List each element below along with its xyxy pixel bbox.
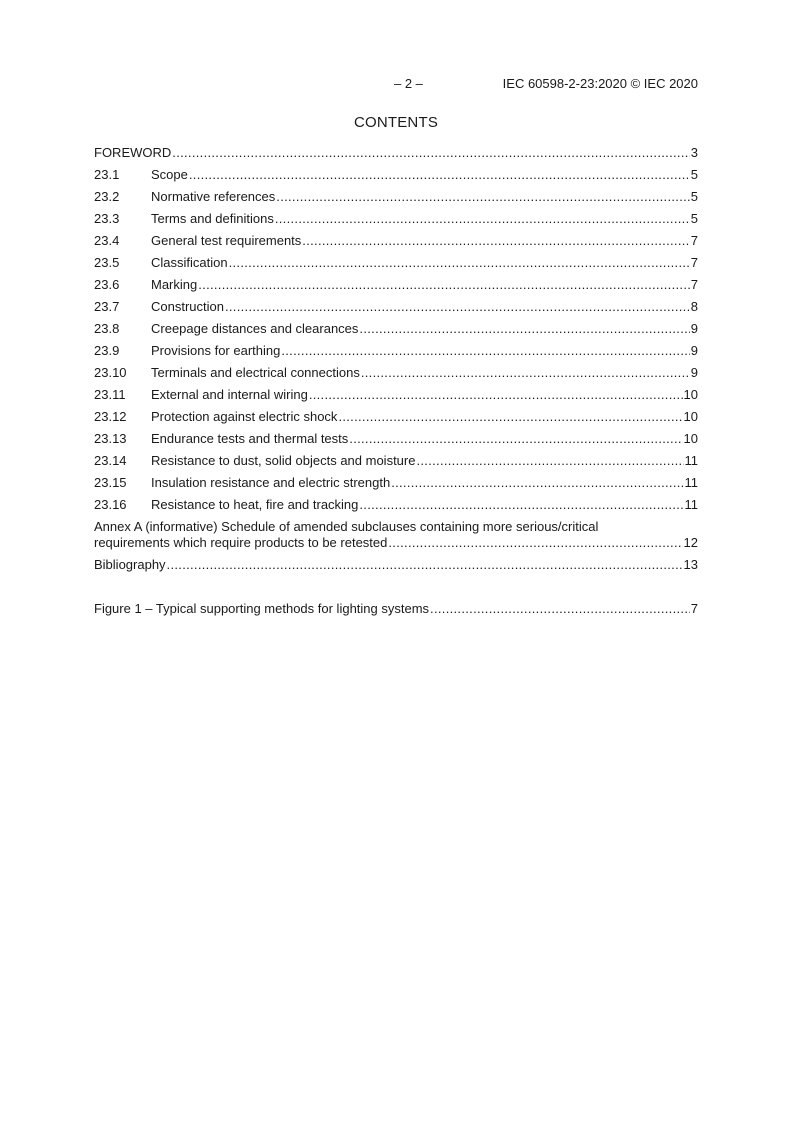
toc-entry-page: 11: [684, 497, 698, 512]
toc-entry-number: 23.15: [94, 475, 127, 490]
dot-leader: [391, 475, 683, 491]
dot-leader: [430, 601, 690, 617]
toc-entry-foreword[interactable]: [94, 145, 698, 167]
toc-entry-label: Terms and definitions: [151, 211, 274, 226]
toc-entry-label: Normative references: [151, 189, 276, 204]
toc-entry[interactable]: [94, 299, 698, 321]
dot-leader: [172, 145, 689, 161]
toc-entry-label: External and internal wiring: [151, 387, 308, 402]
toc-entry-label: Creepage distances and clearances: [151, 321, 359, 336]
toc-entry-page: 11: [684, 453, 698, 468]
toc-entry-number: 23.1: [94, 167, 120, 182]
toc-entry-number: 23.8: [94, 321, 120, 336]
toc-entry-page: 13: [683, 557, 698, 572]
toc-entry[interactable]: [94, 365, 698, 387]
toc-entry-number: 23.9: [94, 343, 120, 358]
dot-leader: [275, 211, 690, 227]
toc-entry[interactable]: [94, 167, 698, 189]
toc-entry-page: 3: [690, 145, 698, 160]
toc-entry-bibliography[interactable]: [94, 557, 698, 579]
toc-entry-number: 23.7: [94, 299, 120, 314]
dot-leader: [388, 535, 682, 551]
toc-entry-number: 23.12: [94, 409, 127, 424]
toc-entry-page: 9: [690, 365, 698, 380]
toc-entry-number: 23.14: [94, 453, 127, 468]
table-of-contents: [94, 145, 698, 623]
toc-entry-label: Marking: [151, 277, 198, 292]
toc-entry-label: FOREWORD: [94, 145, 172, 160]
toc-entry-page: 9: [690, 343, 698, 358]
toc-entry-label: Figure 1 – Typical supporting methods for lighting systems: [94, 601, 430, 616]
toc-entry-page: 9: [690, 321, 698, 336]
toc-entry-page: 5: [690, 167, 698, 182]
toc-entry-page: 7: [690, 277, 698, 292]
toc-entry-label: General test requirements: [151, 233, 302, 248]
toc-entry-number: 23.3: [94, 211, 120, 226]
dot-leader: [416, 453, 683, 469]
toc-entry-label: Bibliography: [94, 557, 166, 572]
toc-entry-page: 10: [683, 409, 698, 424]
toc-entry-page: 7: [690, 233, 698, 248]
dot-leader: [281, 343, 689, 359]
toc-entry-page: 8: [690, 299, 698, 314]
document-id: IEC 60598-2-23:2020 © IEC 2020: [502, 76, 698, 91]
toc-entry-label: Construction: [151, 299, 224, 314]
dot-leader: [167, 557, 683, 573]
dot-leader: [361, 365, 690, 381]
toc-entry-page: 10: [683, 387, 698, 402]
toc-entry-number: 23.6: [94, 277, 120, 292]
toc-entry-number: 23.11: [94, 387, 126, 402]
toc-entry-label: Endurance tests and thermal tests: [151, 431, 349, 446]
toc-entry-number: 23.16: [94, 497, 127, 512]
toc-entry-label: Resistance to heat, fire and tracking: [151, 497, 359, 512]
toc-entry[interactable]: [94, 233, 698, 255]
annex-title-line2: requirements which require products to be retested: [94, 535, 388, 550]
toc-entry-page: 12: [683, 535, 698, 550]
dot-leader: [359, 497, 683, 513]
toc-entry[interactable]: [94, 453, 698, 475]
toc-entry[interactable]: [94, 321, 698, 343]
dot-leader: [349, 431, 682, 447]
toc-entry-label: Classification: [151, 255, 228, 270]
dot-leader: [309, 387, 683, 403]
toc-entry-number: 23.10: [94, 365, 127, 380]
section-spacer: [94, 579, 698, 601]
dot-leader: [198, 277, 690, 293]
toc-entry[interactable]: [94, 343, 698, 365]
toc-entry-number: 23.5: [94, 255, 120, 270]
page-number: – 2 –: [394, 76, 423, 91]
toc-entry-label: Resistance to dust, solid objects and moisture: [151, 453, 416, 468]
toc-entry-label: Protection against electric shock: [151, 409, 338, 424]
toc-entry-page: 7: [690, 601, 698, 616]
dot-leader: [359, 321, 689, 337]
toc-entry-number: 23.4: [94, 233, 120, 248]
dot-leader: [189, 167, 690, 183]
toc-entry-page: 10: [683, 431, 698, 446]
dot-leader: [302, 233, 689, 249]
toc-entry-annex-a[interactable]: [94, 519, 698, 557]
toc-entry[interactable]: [94, 409, 698, 431]
dot-leader: [229, 255, 690, 271]
toc-entry-label: Terminals and electrical connections: [151, 365, 360, 380]
toc-entry[interactable]: [94, 387, 698, 409]
toc-entry[interactable]: [94, 277, 698, 299]
toc-entry[interactable]: [94, 475, 698, 497]
toc-entry-page: 5: [690, 211, 698, 226]
dot-leader: [338, 409, 682, 425]
toc-entry[interactable]: [94, 211, 698, 233]
toc-entry[interactable]: [94, 497, 698, 519]
toc-entry-label: Scope: [151, 167, 188, 182]
dot-leader: [225, 299, 690, 315]
toc-entry-label: Provisions for earthing: [151, 343, 281, 358]
annex-title-line2-row: [94, 535, 698, 557]
toc-entry[interactable]: [94, 255, 698, 277]
toc-entry[interactable]: [94, 189, 698, 211]
dot-leader: [276, 189, 689, 205]
toc-entry-number: 23.13: [94, 431, 127, 446]
toc-entry-page: 11: [684, 475, 698, 490]
page-header: [94, 76, 698, 92]
toc-entry-page: 5: [690, 189, 698, 204]
toc-entry[interactable]: [94, 431, 698, 453]
toc-entry-page: 7: [690, 255, 698, 270]
toc-entry-number: 23.2: [94, 189, 120, 204]
toc-entry-label: Insulation resistance and electric strength: [151, 475, 391, 490]
annex-title-line1: Annex A (informative) Schedule of amended subclauses containing more serious/critical: [94, 519, 599, 534]
toc-entry-figure-1[interactable]: [94, 601, 698, 623]
page-title: CONTENTS: [353, 114, 439, 131]
